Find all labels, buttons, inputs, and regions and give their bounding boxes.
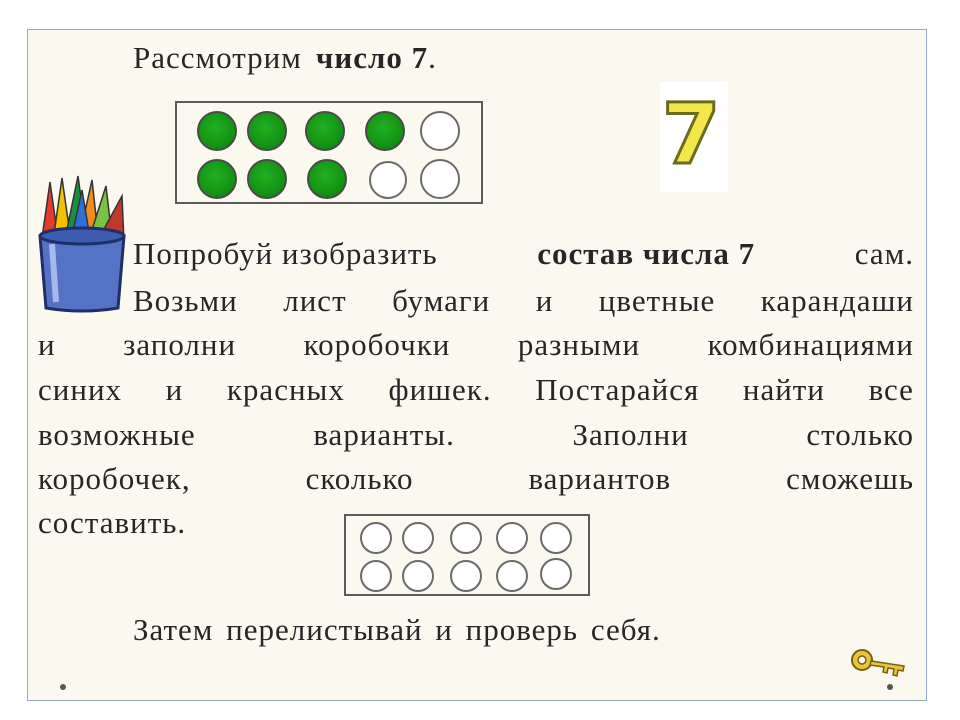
counter-filled: [197, 111, 237, 151]
intro-line: [133, 40, 437, 76]
seven-digit: 7: [662, 85, 721, 183]
seven-icon: [660, 82, 728, 192]
paragraph-tail: сам.: [854, 236, 914, 271]
word: коробочки: [303, 327, 451, 362]
counter-empty: [402, 560, 434, 592]
counter-empty: [420, 111, 460, 151]
counter-empty: [496, 522, 528, 554]
paragraph-line-5: [38, 417, 914, 453]
counter-empty: [496, 560, 528, 592]
counter-empty: [450, 560, 482, 592]
ten-frame-bottom: [344, 514, 590, 596]
paragraph-lead: Попробуй изобразить: [133, 236, 438, 271]
paragraph-line-7: составить.: [38, 505, 187, 540]
word: и: [38, 327, 56, 362]
counter-filled: [247, 111, 287, 151]
counter-empty: [420, 159, 460, 199]
word: комбинациями: [707, 327, 914, 362]
word: сможешь: [786, 461, 914, 496]
word: все: [868, 372, 914, 407]
paragraph-bold: состав числа 7: [537, 236, 756, 271]
counter-filled: [247, 159, 287, 199]
counter-filled: [365, 111, 405, 151]
counter-empty: [540, 558, 572, 590]
paragraph-line-1: [133, 236, 914, 272]
counter-empty: [402, 522, 434, 554]
footer-line: Затем перелистывай и проверь себя.: [133, 612, 661, 647]
counter-empty: [360, 560, 392, 592]
word: и: [165, 372, 184, 407]
key-icon[interactable]: [848, 644, 908, 684]
paragraph-line-3: [38, 327, 914, 363]
word: разными: [517, 327, 641, 362]
word: варианты.: [313, 417, 455, 452]
word: столько: [806, 417, 914, 452]
word: сколько: [305, 461, 414, 496]
corner-dot-right: [887, 684, 893, 690]
ten-frame-top: [175, 101, 483, 204]
paragraph-line-6: [38, 461, 914, 497]
intro-text: Рассмотрим: [133, 40, 302, 75]
word: синих: [38, 372, 123, 407]
word: возможные: [38, 417, 196, 452]
word: Постарайся: [535, 372, 700, 407]
counter-filled: [197, 159, 237, 199]
counter-empty: [540, 522, 572, 554]
word: заполни: [123, 327, 237, 362]
word: Заполни: [572, 417, 689, 452]
corner-dot-left: [60, 684, 66, 690]
counter-filled: [307, 159, 347, 199]
intro-number: число 7: [315, 40, 429, 75]
counter-filled: [305, 111, 345, 151]
paragraph-line-2: Возьми лист бумаги и цветные карандаши: [133, 283, 914, 318]
word: красных: [226, 372, 345, 407]
word: коробочек,: [38, 461, 191, 496]
counter-empty: [360, 522, 392, 554]
counter-empty: [369, 161, 407, 199]
word: фишек.: [388, 372, 492, 407]
intro-period: .: [428, 40, 437, 75]
word: вариантов: [528, 461, 672, 496]
counter-empty: [450, 522, 482, 554]
paragraph-line-4: [38, 372, 914, 408]
word: найти: [742, 372, 825, 407]
pencil-cup-icon: [32, 172, 132, 314]
